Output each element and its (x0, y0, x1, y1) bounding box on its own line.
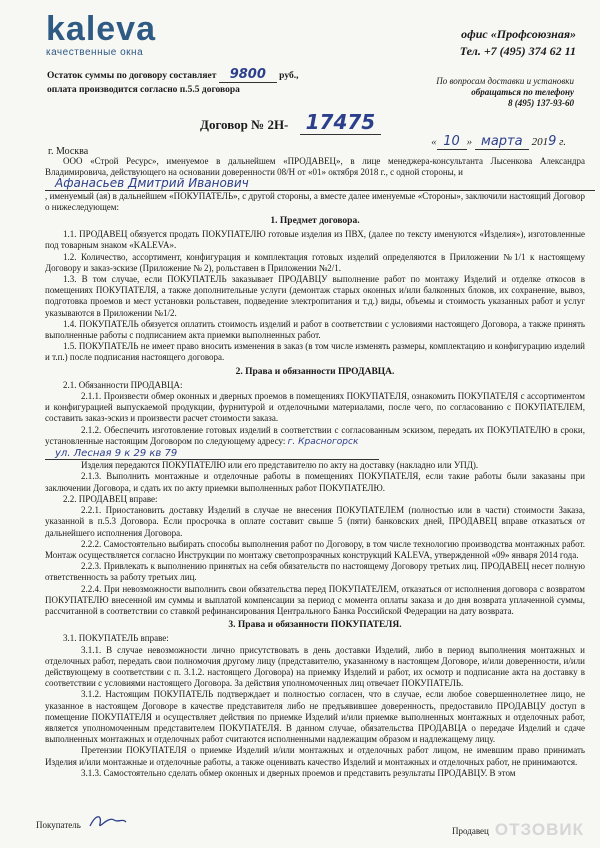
logo-tagline: качественные окна (46, 47, 144, 58)
s2-p221: 2.2.1. Приостановить доставку Изделий в случае не внесения ПОКУПАТЕЛЕМ (полностью или в части) стоимости Заказа, указанной в п.5.3 Договора. Если просрочка в оплате составит свыше 5 (пяти) банковских дней, ПРОДАВЕЦ вправе отказаться от дальнейшего исполнения Договора. (45, 505, 585, 538)
s1-p5: 1.5. ПОКУПАТЕЛЬ не имеет право вносить изменения в заказ (в том числе изменять размеры, комплектацию и конфигурацию изделий и т.п.) после подписания настоящего договора. (45, 341, 585, 363)
s3-p312b: Претензии ПОКУПАТЕЛЯ о приемке Изделий и/или монтажных и отделочных работ лицом, не имевшим право принимать Изделия и/или монтажные и отделочные работы, а также оценивать качество Изделий и монтажных и отделочных работ, не принимаются. (45, 745, 585, 767)
parties-p1: ООО «Строй Ресурс», именуемое в дальнейшем «ПРОДАВЕЦ», в лице менеджера-консультанта Лысенкова Александра Владимировича, действующего на основании доверенности 08/Н от «01» октября 2018 г., с одной стороны, и (45, 156, 585, 178)
s2-p223: 2.2.3. Привлекать к выполнению принятых на себя обязательств по настоящему Договору третьих лиц. ПРОДАВЕЦ несет полную ответственность за работу третьих лиц. (45, 561, 585, 583)
buyer-name: Афанасьев Дмитрий Иванович (45, 178, 595, 190)
s1-p1: 1.1. ПРОДАВЕЦ обязуется продать ПОКУПАТЕЛЮ готовые изделия из ПВХ, (далее по тексту именуются «Изделия»), изготовленные под товарным знаком «KALEVA». (45, 229, 585, 251)
s3-h31: 3.1. ПОКУПАТЕЛЬ вправе: (63, 633, 169, 644)
contract-number: 17475 (300, 110, 382, 135)
s2-h22: 2.2. ПРОДАВЕЦ вправе: (63, 493, 158, 504)
address-city: г. Красногорск (287, 436, 359, 447)
s2-p213: 2.1.3. Выполнить монтажные и отделочные работы в помещениях ПОКУПАТЕЛЯ, если такие работы были заказаны при заключении Договора, и сдать их по акту приемки выполненных работ ПОКУПАТЕЛЮ. (45, 471, 585, 493)
date-year-suffix: 9 (548, 134, 557, 149)
address-street: ул. Лесная 9 к 29 кв 79 (45, 448, 379, 460)
support-line2: обращаться по телефону (471, 87, 574, 97)
remaining-prefix: Остаток суммы по договору составляет (47, 71, 217, 81)
remaining-line2: оплата производится согласно п.5.5 договора (47, 85, 240, 95)
s2-h21: 2.1. Обязанности ПРОДАВЦА: (63, 379, 183, 390)
section2-title: 2. Права и обязанности ПРОДАВЦА. (235, 366, 395, 377)
s2-p224: 2.2.4. При невозможности выполнить свои обязательства перед ПОКУПАТЕЛЕМ, отказаться от исполнения договора с возвратом ПОКУПАТЕЛЮ внесенной им суммы и выплатой компенсации за период с момента оплаты заказа и до дня возврата уплаченной суммы, рассчитанной в соответствии со ставкой рефинансирования Центрального Банка Российской Федерации на дату возврата. (45, 583, 585, 616)
city: г. Москва (48, 146, 89, 157)
kaleva-logo (46, 12, 156, 58)
s1-p4: 1.4. ПОКУПАТЕЛЬ обязуется оплатить стоимость изделий и работ в соответствии с условиями настоящего Договора, а также принять выполненные работы с подписанием акта приемки выполненных работ. (45, 318, 585, 341)
date-year-prefix: 201 (531, 136, 549, 148)
office-name: офис «Профсоюзная» (461, 27, 576, 41)
contract-prefix: 2Н- (267, 117, 289, 132)
support-line1: По вопросам доставки и установки (436, 76, 574, 86)
s2-p212b: Изделия передаются ПОКУПАТЕЛЮ или его представителю по акту на доставку (накладно или УПД). (81, 460, 479, 471)
s2-p212: 2.1.2. Обеспечить изготовление готовых изделий в соответствии с согласованным эскизом, передать их ПОКУПАТЕЛЮ в сроки, установленные настоящим Договором по следующему адресу: г. Красногорск (45, 424, 585, 447)
contract-date: « 10 » марта 2019 г. (431, 134, 566, 149)
contract-title (200, 110, 381, 134)
s1-p2: 1.2. Количество, ассортимент, конфигурация и комплектация готовых изделий определяются в Приложении №1/1 к настоящему Договору и заказ-эскизе (Приложение № 2), рольставен в Приложении №2/1. (45, 251, 585, 273)
section1-title: 1. Предмет договора. (270, 216, 360, 227)
contract-label: Договор № (200, 117, 265, 132)
date-day: 10 (437, 134, 467, 150)
remaining-suffix: руб., (279, 71, 299, 81)
support-block (436, 76, 574, 109)
s2-p211: 2.1.1. Произвести обмер оконных и дверных проемов в помещениях ПОКУПАТЕЛЯ, ознакомить ПОКУПАТЕЛЯ с ассортиментом и конфигурацией выпускаемой продукции, фурнитурой и отделочными материалами, после чего, по согласованию с ПОКУПАТЕЛЕМ, составить заказ-эскиз и произвести расчет стоимости заказа. (45, 391, 585, 424)
remaining-sum (47, 68, 298, 97)
support-phone: 8 (495) 137-93-60 (508, 98, 574, 108)
watermark: ОТЗОВИК (494, 820, 584, 839)
office-phone: Тел. +7 (495) 374 62 11 (459, 44, 576, 58)
parties-p2: , именуемый (ая) в дальнейшем «ПОКУПАТЕЛЬ», с другой стороны, а вместе далее именуемые «Стороны», заключили настоящий Договор о нижеследующем: (45, 190, 585, 212)
date-month: марта (475, 134, 529, 150)
office-block (460, 26, 576, 60)
s3-p311: 3.1.1. В случае невозможности лично присутствовать в день доставки Изделий, либо в период выполнения монтажных и отделочных работ, передать свои полномочия другому лицу (представителю, указанному в настоящем Договоре, и/или доверенности, и/или действующему в соответствии с п. 3.1.2. настоящего Договора) на приемку Изделий и работ, их осмотр и подписание акта на доставку в соответствии с условиями настоящего Договора. За действия уполномоченных лиц отвечает ПОКУПАТЕЛЬ. (45, 644, 585, 689)
section3-title: 3. Права и обязанности ПОКУПАТЕЛЯ. (228, 620, 402, 631)
logo-brand: kaleva (46, 10, 156, 48)
s3-p312: 3.1.2. Настоящим ПОКУПАТЕЛЬ подтверждает и полностью согласен, что в случае, если любое совершеннолетнее лицо, не указанное в настоящем Договоре в качестве представителя либо не предъявившее доверенность, предоставило ПРОДАВЦУ доступ в помещение ПОКУПАТЕЛЯ и осуществляет действия по приемке Изделий и/или приемке выполненных монтажных и отделочных работ, является уполномоченным представителем ПОКУПАТЕЛЯ. В данном случае, обязательства ПРОДАВЦА о передаче Изделий и сдаче выполненных монтажных и отделочных работ считаются исполненными надлежащим образом и надлежащему лицу. (45, 689, 585, 745)
s1-p3: 1.3. В том случае, если ПОКУПАТЕЛЬ заказывает ПРОДАВЦУ выполнение работ по монтажу Изделий и отделке откосов в помещениях ПОКУПАТЕЛЯ, а также дополнительные услуги (демонтаж старых оконных и/или балконных блоков, их сохранение, вывоз, подготовка проемов и мест установки рольставен, подведение электропитания и т.д.) виды, объемы и стоимость указанных работ и услуг указываются в Приложении №1/2. (45, 274, 585, 318)
s2-p222: 2.2.2. Самостоятельно выбирать способы выполнения работ по Договору, в том числе технологию производства монтажных работ. Монтаж осуществляется согласно Инструкции по монтажу светопрозрачных конструкций KALEVA, утвержденной «09» января 2014 года. (45, 538, 585, 560)
buyer-signature (88, 810, 128, 832)
date-suffix: г. (559, 136, 566, 148)
contract-body (45, 156, 585, 779)
s3-p313: 3.1.3. Самостоятельно сделать обмер оконных и дверных проемов и представить результаты ПРОДАВЦУ. В этом (81, 767, 516, 778)
seller-signature-label: Продавец (452, 826, 489, 836)
buyer-signature-label: Покупатель (36, 820, 81, 830)
remaining-amount: 9800 (219, 68, 277, 83)
